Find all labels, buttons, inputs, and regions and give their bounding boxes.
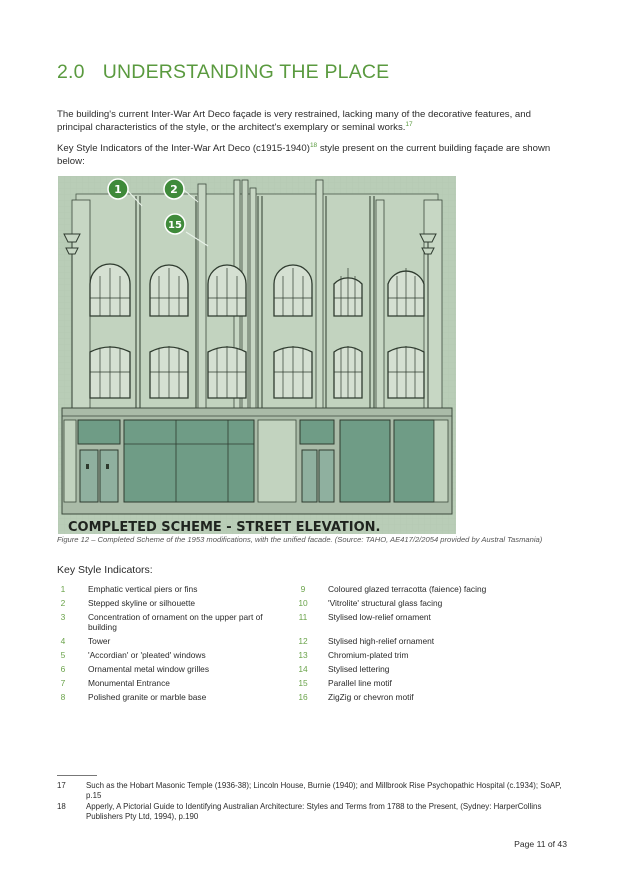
marker-1-label: 1 [114, 183, 122, 196]
footnote-ref-18[interactable]: 18 [309, 142, 318, 149]
list-item-number: 10 [298, 598, 308, 608]
footnote-17 [57, 781, 577, 801]
footnote-number: 18 [57, 802, 66, 811]
list-item-number: 16 [298, 692, 308, 702]
list-item-number: 3 [60, 612, 66, 622]
list-item-number: 14 [298, 664, 308, 674]
marker-1 [108, 179, 128, 199]
list-item-number: 9 [300, 584, 306, 594]
list-item-label: Stylised lettering [328, 664, 390, 674]
list-item-label: Chromium-plated trim [328, 650, 409, 660]
list-item [57, 678, 282, 688]
street-elevation-figure [58, 176, 456, 534]
list-item [57, 612, 282, 632]
list-item [297, 636, 537, 646]
list-item [297, 650, 537, 660]
list-item-number: 5 [60, 650, 66, 660]
list-item [297, 678, 537, 688]
marker-15-label: 15 [168, 220, 182, 231]
list-item-number: 15 [298, 678, 308, 688]
list-item [57, 692, 282, 702]
list-item-label: 'Accordian' or 'pleated' windows [88, 650, 206, 660]
list-item-label: Stepped skyline or silhouette [88, 598, 196, 608]
marker-2 [164, 179, 184, 199]
indicator-list-right [297, 584, 537, 706]
section-title: UNDERSTANDING THE PLACE [102, 61, 390, 83]
key-indicators-text-before: Key Style Indicators of the Inter-War Art Deco (c1915-1940) [57, 143, 310, 154]
elevation-drawing [58, 176, 456, 534]
marker-2-label: 2 [170, 183, 178, 196]
list-item-number: 1 [60, 584, 66, 594]
footnote-text: Apperly, A Pictorial Guide to Identifying Australian Architecture: Styles and Terms from 1788 to the Present, (Sydney: HarperCollins Publishers Pty Ltd, 1994), p.190 [86, 802, 542, 821]
list-item [297, 584, 537, 594]
list-item-number: 7 [60, 678, 66, 688]
list-item-label: Emphatic vertical piers or fins [88, 584, 198, 594]
list-item [297, 692, 537, 702]
list-item-number: 12 [298, 636, 308, 646]
list-item-label: Parallel line motif [328, 678, 392, 688]
list-item [57, 598, 282, 608]
page-number: Page 11 of 43 [514, 839, 567, 849]
list-item-label: Stylised high-relief ornament [328, 636, 435, 646]
intro-paragraph [57, 108, 567, 134]
list-item [297, 664, 537, 674]
footnote-ref-17[interactable]: 17 [405, 121, 413, 128]
indicator-list-left [57, 584, 282, 706]
list-item-number: 4 [60, 636, 66, 646]
figure-caption: Figure 12 – Completed Scheme of the 1953 modifications, with the unified facade. (Source: TAHO, AE417/2/2054 provided by Austral Tasmania) [57, 535, 543, 544]
list-item-label: Stylised low-relief ornament [328, 612, 431, 622]
list-item-label: Tower [88, 636, 111, 646]
section-number: 2.0 [57, 61, 85, 83]
list-item-label: Monumental Entrance [88, 678, 170, 688]
intro-text: The building's current Inter-War Art Deco façade is very restrained, lacking many of the decorative features, and principal characteristics of the style, or the architect's exemplary or seminal works. [57, 109, 531, 133]
list-item-number: 2 [60, 598, 66, 608]
list-item [57, 664, 282, 674]
list-item-number: 13 [298, 650, 308, 660]
list-item-label: ZigZig or chevron motif [328, 692, 414, 702]
list-item-label: Polished granite or marble base [88, 692, 207, 702]
list-item-label: 'Vitrolite' structural glass facing [328, 598, 443, 608]
list-item-number: 8 [60, 692, 66, 702]
key-indicators-text-after: style present on the current building façade are shown below: [57, 143, 551, 167]
footnote-number: 17 [57, 781, 66, 790]
list-item-label: Ornamental metal window grilles [88, 664, 210, 674]
drawing-title: COMPLETED SCHEME - STREET ELEVATION. [68, 520, 381, 534]
list-item-label: Concentration of ornament on the upper part of building [88, 612, 263, 632]
key-indicators-paragraph [57, 142, 567, 168]
list-item [297, 612, 537, 622]
list-item [57, 636, 282, 646]
footnote-18 [57, 802, 577, 822]
key-style-heading: Key Style Indicators: [57, 564, 153, 576]
footnote-divider [57, 775, 97, 776]
list-item [57, 584, 282, 594]
marker-15 [165, 214, 185, 234]
list-item [297, 598, 537, 608]
section-heading [57, 61, 389, 84]
list-item-label: Coloured glazed terracotta (faience) facing [328, 584, 487, 594]
list-item-number: 11 [298, 612, 308, 622]
list-item-number: 6 [60, 664, 66, 674]
list-item [57, 650, 282, 660]
footnote-text: Such as the Hobart Masonic Temple (1936-38); Lincoln House, Burnie (1940); and Millbrook Rise Psychopathic Hospital (c.1934); SoAP, p.15 [86, 781, 562, 800]
